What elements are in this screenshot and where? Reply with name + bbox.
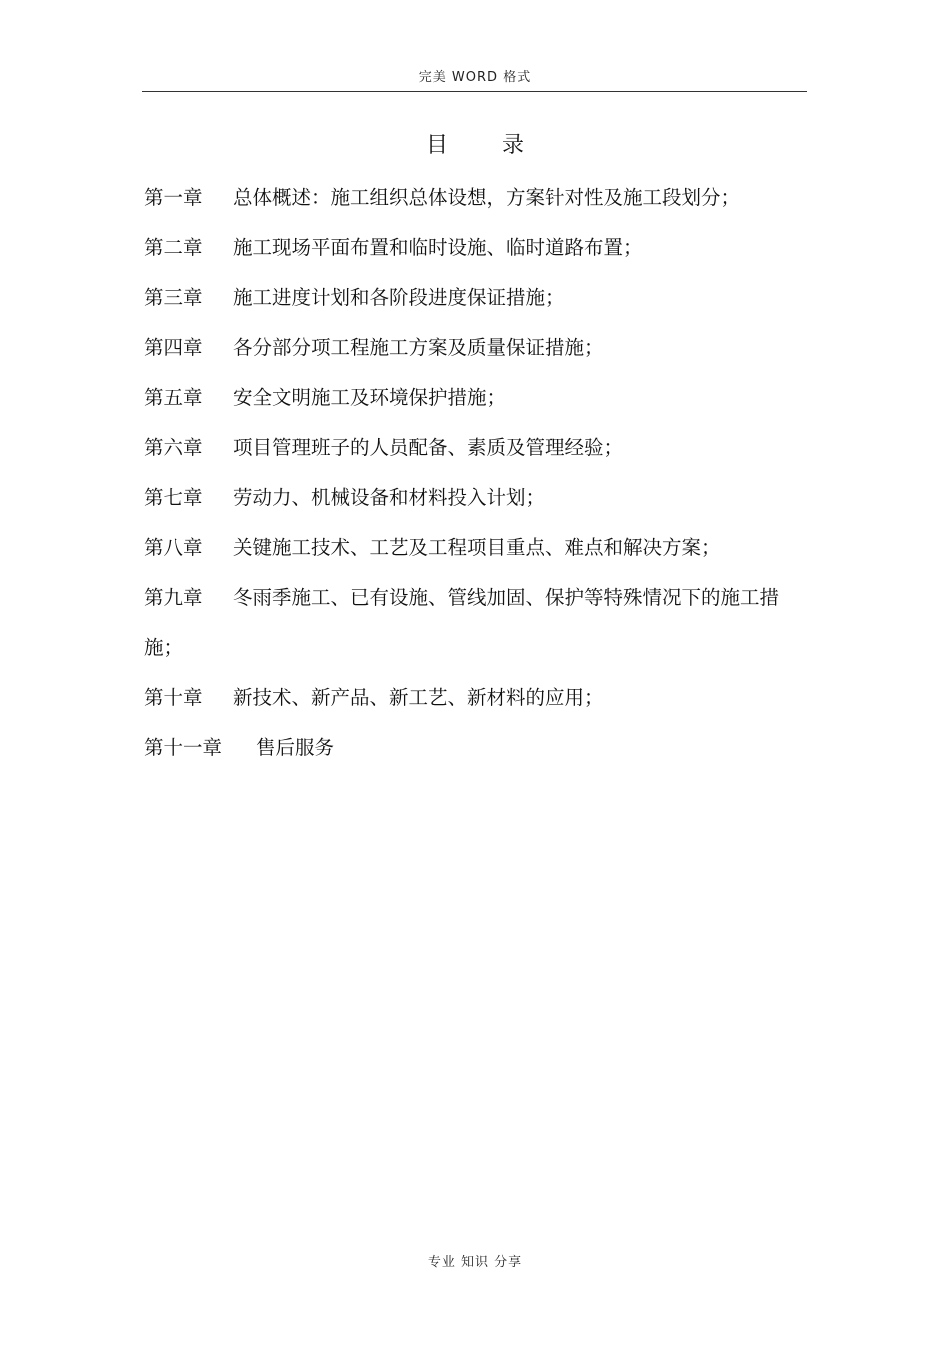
- page-title: [0, 128, 950, 159]
- toc-chapter-title: 各分部分项工程施工方案及质量保证措施；: [233, 336, 604, 359]
- toc-item-1: [144, 173, 784, 223]
- toc-item-11: [144, 723, 784, 773]
- page-title-left: 目: [425, 133, 448, 158]
- toc-chapter-title: 安全文明施工及环境保护措施；: [233, 386, 507, 409]
- toc-chapter-title: 新技术、新产品、新工艺、新材料的应用；: [233, 686, 604, 709]
- toc-chapter-label: 第十一章: [144, 736, 223, 759]
- toc-chapter-title: 总体概述：施工组织总体设想，方案针对性及施工段划分；: [233, 186, 741, 209]
- toc-chapter-label: 第七章: [144, 486, 203, 509]
- toc-chapter-title: 冬雨季施工、已有设施、管线加固、保护等特殊情况下的施工措施；: [144, 586, 780, 659]
- page-title-right: 录: [502, 133, 525, 158]
- toc-item-7: [144, 473, 784, 523]
- toc-chapter-label: 第五章: [144, 386, 203, 409]
- toc-chapter-label: 第二章: [144, 236, 203, 259]
- toc-item-2: [144, 223, 784, 273]
- header-divider: [142, 91, 807, 92]
- page-header: 完美 WORD 格式: [418, 70, 532, 85]
- toc-chapter-title: 项目管理班子的人员配备、素质及管理经验；: [233, 436, 624, 459]
- toc-chapter-label: 第三章: [144, 286, 203, 309]
- toc-chapter-title: 施工进度计划和各阶段进度保证措施；: [233, 286, 565, 309]
- toc-item-3: [144, 273, 784, 323]
- toc-item-9: [144, 573, 784, 673]
- toc-chapter-label: 第四章: [144, 336, 203, 359]
- toc-chapter-title: 售后服务: [256, 736, 335, 759]
- toc-item-8: [144, 523, 784, 573]
- toc-item-4: [144, 323, 784, 373]
- toc-chapter-label: 第八章: [144, 536, 203, 559]
- toc-chapter-label: 第九章: [144, 586, 203, 609]
- toc-item-5: [144, 373, 784, 423]
- toc-item-10: [144, 673, 784, 723]
- table-of-contents: [144, 173, 784, 773]
- toc-chapter-label: 第一章: [144, 186, 203, 209]
- toc-chapter-title: 劳动力、机械设备和材料投入计划；: [233, 486, 546, 509]
- toc-chapter-label: 第十章: [144, 686, 203, 709]
- toc-chapter-title: 关键施工技术、工艺及工程项目重点、难点和解决方案；: [233, 536, 721, 559]
- toc-chapter-label: 第六章: [144, 436, 203, 459]
- toc-chapter-title: 施工现场平面布置和临时设施、临时道路布置；: [233, 236, 643, 259]
- page-footer: 专业 知识 分享: [427, 1255, 523, 1270]
- toc-item-6: [144, 423, 784, 473]
